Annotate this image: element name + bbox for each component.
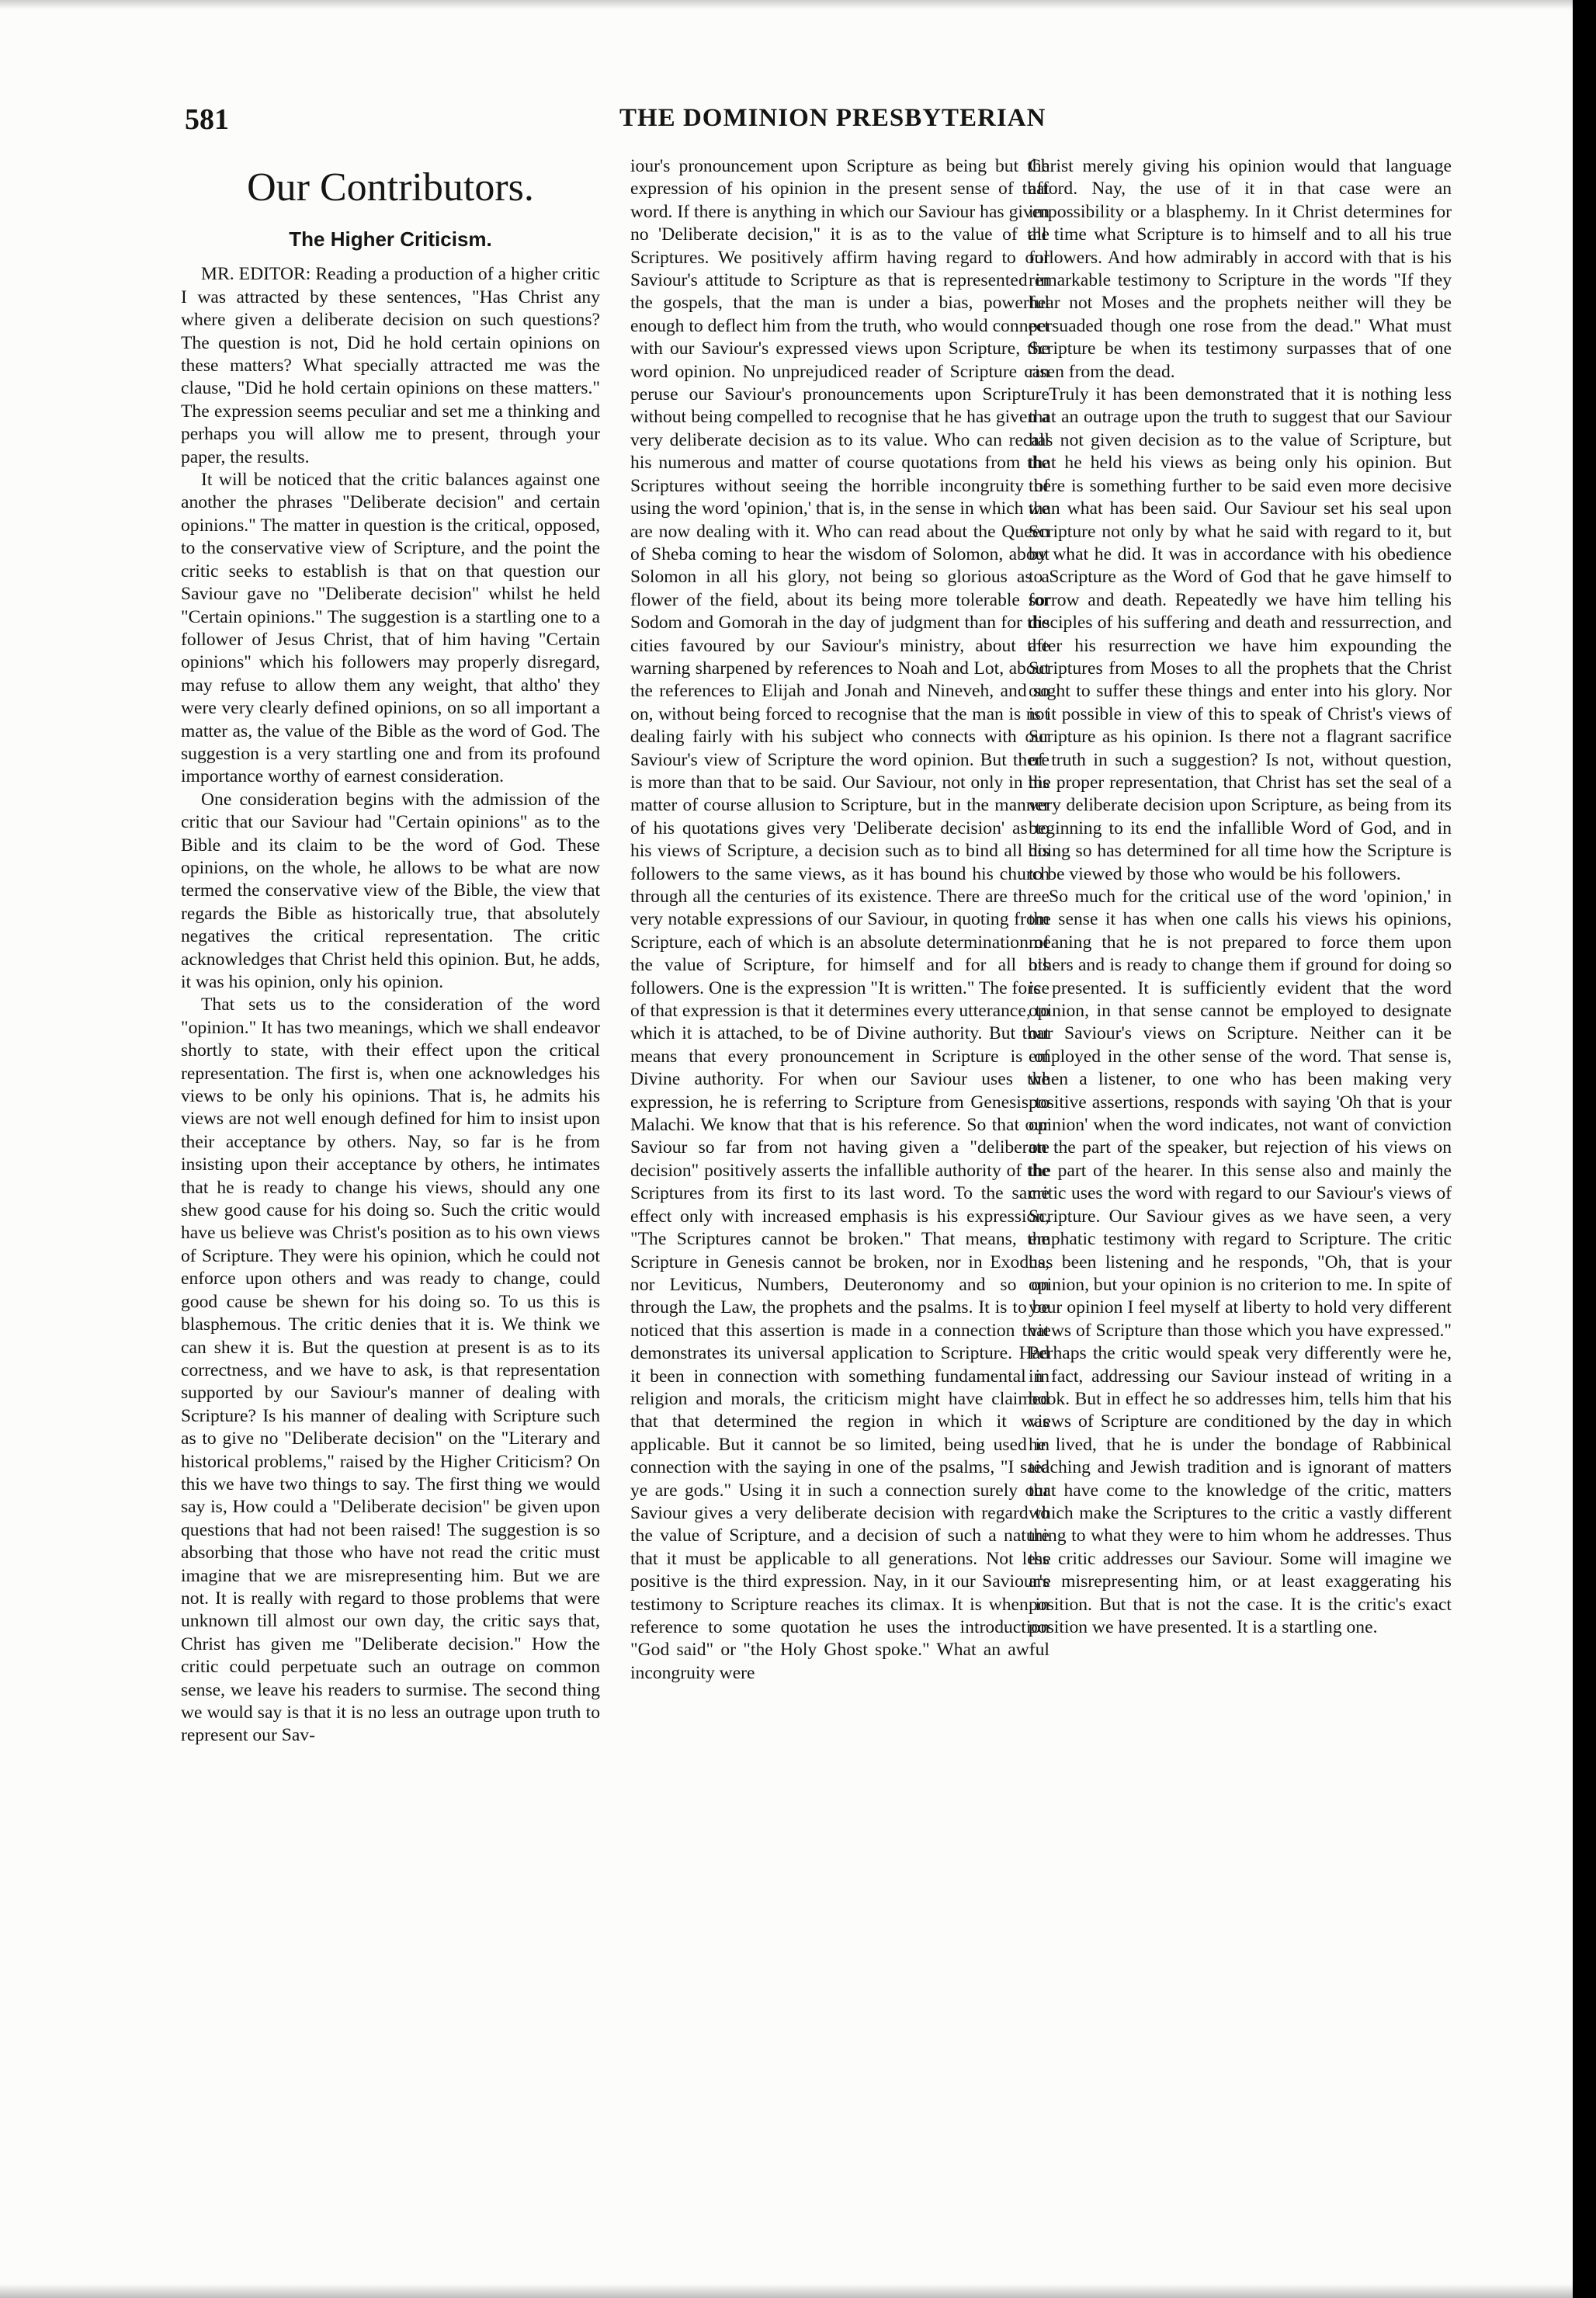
article-title: The Higher Criticism. bbox=[289, 227, 492, 251]
running-title: THE DOMINION PRESBYTERIAN bbox=[619, 104, 1046, 132]
page-number: 581 bbox=[185, 103, 229, 136]
scan-bottom-edge bbox=[0, 2284, 1573, 2298]
paragraph: iour's pronouncement upon Scripture as being but the expression of his opinion in the present sense of that word. If there is anything in which our Saviour has given no 'Deliberate decision," it is as to the value of the Scriptures. We positively affirm having regard to our Saviour's attitude to Scripture as that is represented in the gospels, that the man is under a bias, powerful enough to deflect him from the truth, who would connect with our Saviour's expressed views upon Scripture, the word opinion. No unprejudiced reader of Scripture can peruse our Saviour's pronouncements upon Scripture without being compelled to recognise that he has given a very deliberate decision as to its value. Who can recall his numerous and matter of course quotations from the Scriptures without seeing the horrible incongruity of using the word 'opinion,' that is, in the sense in which we are now dealing with it. Who can read about the Queen of Sheba coming to hear the wisdom of Solomon, about Solomon in all his glory, not being so glorious as a flower of the field, about its being more tolerable for Sodom and Gomorah in the day of judgment than for the cities favoured by our Saviour's ministry, about the warning sharpened by references to Noah and Lot, about the references to Elijah and Jonah and Nineveh, and so on, without being forced to recognise that the man is not dealing fairly with his subject who connects with our Saviour's view of Scripture the word opinion. But there is more than that to be said. Our Saviour, not only in his matter of course allusion to Scripture, but in the manner of his quotations gives very 'Deliberate decision' as to his views of Scripture, a decision such as to bind all his followers to the same views, as it has bound his church through all the centuries of its existence. There are three very notable expressions of our Saviour, in quoting from Scripture, each of which is an absolute determination of the value of Scripture, for himself and for all his followers. One is the expression "It is written." The force of that expression is that it determines every utterance, to which it is attached, to be of Divine authority. But that means that every pronouncement in Scripture is of Divine authority. For when our Saviour uses the expression, he is referring to Scripture from Genesis to Malachi. We know that that is his reference. So that our Saviour so far from not having given a "deliberate decision" positively asserts the infallible authority of the Scriptures from its first to its last word. To the same effect only with increased emphasis is his expression, "The Scriptures cannot be broken." That means, the Scripture in Genesis cannot be broken, nor in Exodus, nor Leviticus, Numbers, Deuteronomy and so on through the Law, the prophets and the psalms. It is to be noticed that this assertion is made in a connection that demonstrates its universal application to Scripture. Had it been in connection with something fundamental in religion and morals, the criticism might have claimed that that determined the region in which it was applicable. But it cannot be so limited, being used in connection with the saying in one of the psalms, "I said ye are gods." Using it in such a connection surely our Saviour gives a very deliberate decision with regard to the value of Scripture, and a decision of such a nature that it must be applicable to all generations. Not less positive is the third expression. Nay, in it our Saviour's testimony to Scripture reaches its climax. It is when in reference to some quotation he uses the introduction "God said" or "the Holy Ghost spoke." What an awful incongruity were bbox=[630, 156, 1050, 1683]
column-2 bbox=[630, 155, 1050, 1685]
column-1 bbox=[181, 155, 600, 1748]
scan-right-border bbox=[1573, 0, 1596, 2298]
paragraph: That sets us to the consideration of the word "opinion." It has two meanings, which we shall endeavor shortly to state, with their effect upon the critical representation. The first is, when one acknowledges his views to be only his opinions. That is, he admits his views are not well enough defined for him to insist upon their acceptance by others. Nay, so far is he from insisting upon their acceptance by others, he intimates that he is ready to change his views, should any one shew good cause for his doing so. Such the critic would have us believe was Christ's position as to his own views of Scripture. They were his opinion, which he could not enforce upon others and was ready to change, could good cause be shewn for his doing so. To us this is blasphemous. The critic denies that it is. We think we can shew it is. But the question at present is as to its correctness, and we have to ask, is that representation supported by our Saviour's manner of dealing with Scripture? Is his manner of dealing with Scripture such as to give no "Deliberate decision" on the "Literary and historical problems," raised by the Higher Criticism? On this we have two things to say. The first thing we would say is, How could a "Deliberate decision" be given upon questions that had not been raised! The suggestion is so absorbing that those who have not read the critic must imagine that we are misrepresenting him. But we are not. It is really with regard to those problems that were unknown till almost our own day, the critic says that, Christ has given me "Deliberate decision." How the critic could perpetuate such an outrage on common sense, we leave his readers to surmise. The second thing we would say is that it is no less an outrage upon truth to represent our Sav- bbox=[181, 995, 600, 1746]
section-title: Our Contributors. bbox=[247, 165, 534, 210]
scan-top-edge bbox=[0, 0, 1596, 9]
paragraph: Christ merely giving his opinion would that language afford. Nay, the use of it in that case were an impossibility or a blasphemy. In it Christ determines for all time what Scripture is to himself and to all his true followers. And how admirably in accord with that is his remarkable testimony to Scripture in the words "If they hear not Moses and the prophets neither will they be persuaded though one rose from the dead." What must Scripture be when its testimony surpasses that of one risen from the dead. bbox=[1029, 156, 1452, 382]
paragraph: So much for the critical use of the word 'opinion,' in the sense it has when one calls his views his opinions, meaning that he is not prepared to force them upon others and is ready to change them if ground for doing so is presented. It is sufficiently evident that the word opinion, in that sense cannot be employed to designate our Saviour's views on Scripture. Neither can it be employed in the other sense of the word. That sense is, when a listener, to one who has been making very positive assertions, responds with saying 'Oh that is your opinion' when the word indicates, not want of conviction on the part of the speaker, but rejection of his views on the part of the hearer. In this sense also and mainly the critic uses the word with regard to our Saviour's views of Scripture. Our Saviour gives as we have seen, a very emphatic testimony with regard to Scripture. The critic has been listening and he responds, "Oh, that is your opinion, but your opinion is no criterion to me. In spite of your opinion I feel myself at liberty to hold very different views of Scripture than those which you have expressed." Perhaps the critic would speak very differently were he, in fact, addressing our Saviour instead of writing in a book. But in effect he so addresses him, tells him that his views of Scripture are conditioned by the day in which he lived, that he is under the bondage of Rabbinical teaching and Jewish tradition and is ignorant of matters that have come to the knowledge of the critic, matters which make the Scriptures to the critic a vastly different thing to what they were to him whom he addresses. Thus the critic addresses our Saviour. Some will imagine we are misrepresenting him, or at least exaggerating his position. But that is not the case. It is the critic's exact position we have presented. It is a startling one. bbox=[1029, 887, 1452, 1637]
paragraph: MR. EDITOR: Reading a production of a higher critic I was attracted by these sentences, "Has Christ any where given a deliberate decision on such questions? The question is not, Did he hold certain opinions on these matters? What specially attracted me was the clause, "Did he hold certain opinions on these matters." The expression seems peculiar and set me a thinking and perhaps you will allow me to present, through your paper, the results. bbox=[181, 264, 600, 467]
page-header bbox=[185, 102, 1504, 137]
column-3 bbox=[1029, 155, 1452, 1639]
paragraph: One consideration begins with the admission of the critic that our Saviour had "Certain opinions" as to the Bible and its claim to be the word of God. These opinions, on the whole, he allows to be what are now termed the conservative view of the Bible, the view that regards the Bible as historically true, that absolutely negatives the critical representation. The critic acknowledges that Christ held this opinion. But, he adds, it was his opinion, only his opinion. bbox=[181, 789, 600, 992]
paragraph: Truly it has been demonstrated that it is nothing less that an outrage upon the truth to suggest that our Saviour has not given decision as to the value of Scripture, but that he held his views as being only his opinion. But there is something further to be said even more decisive than what has been said. Our Saviour set his seal upon Scripture not only by what he said with regard to it, but by what he did. It was in accordance with his obedience to Scripture as the Word of God that he gave himself to sorrow and death. Repeatedly we have him telling his disciples of his suffering and death and ressurrection, and after his resurrection we have him expounding the Scriptures from Moses to all the prophets that the Christ ought to suffer these things and enter into his glory. Nor is it possible in view of this to speak of Christ's views of Scripture as his opinion. Is there not a flagrant sacrifice of truth in such a suggestion? Is not, without question, the proper representation, that Christ has set the seal of a very deliberate decision upon Scripture, as being from its beginning to its end the infallible Word of God, and in doing so has determined for all time how the Scripture is to be viewed by those who would be his followers. bbox=[1029, 384, 1452, 884]
paragraph: It will be noticed that the critic balances against one another the phrases "Deliberate decision" and certain opinions." The matter in question is the critical, opposed, to the conservative view of Scripture, and the point the critic seeks to establish is that on that question our Saviour gave no "Deliberate decision" whilst he held "Certain opinions." The suggestion is a startling one to a follower of Jesus Christ, that of him having "Certain opinions" which his followers may properly disregard, may refuse to allow them any weight, that altho' they were very clearly defined opinions, on so all important a matter as, the value of the Bible as the word of God. The suggestion is a very startling one and from its profound importance worthy of earnest consideration. bbox=[181, 470, 600, 787]
